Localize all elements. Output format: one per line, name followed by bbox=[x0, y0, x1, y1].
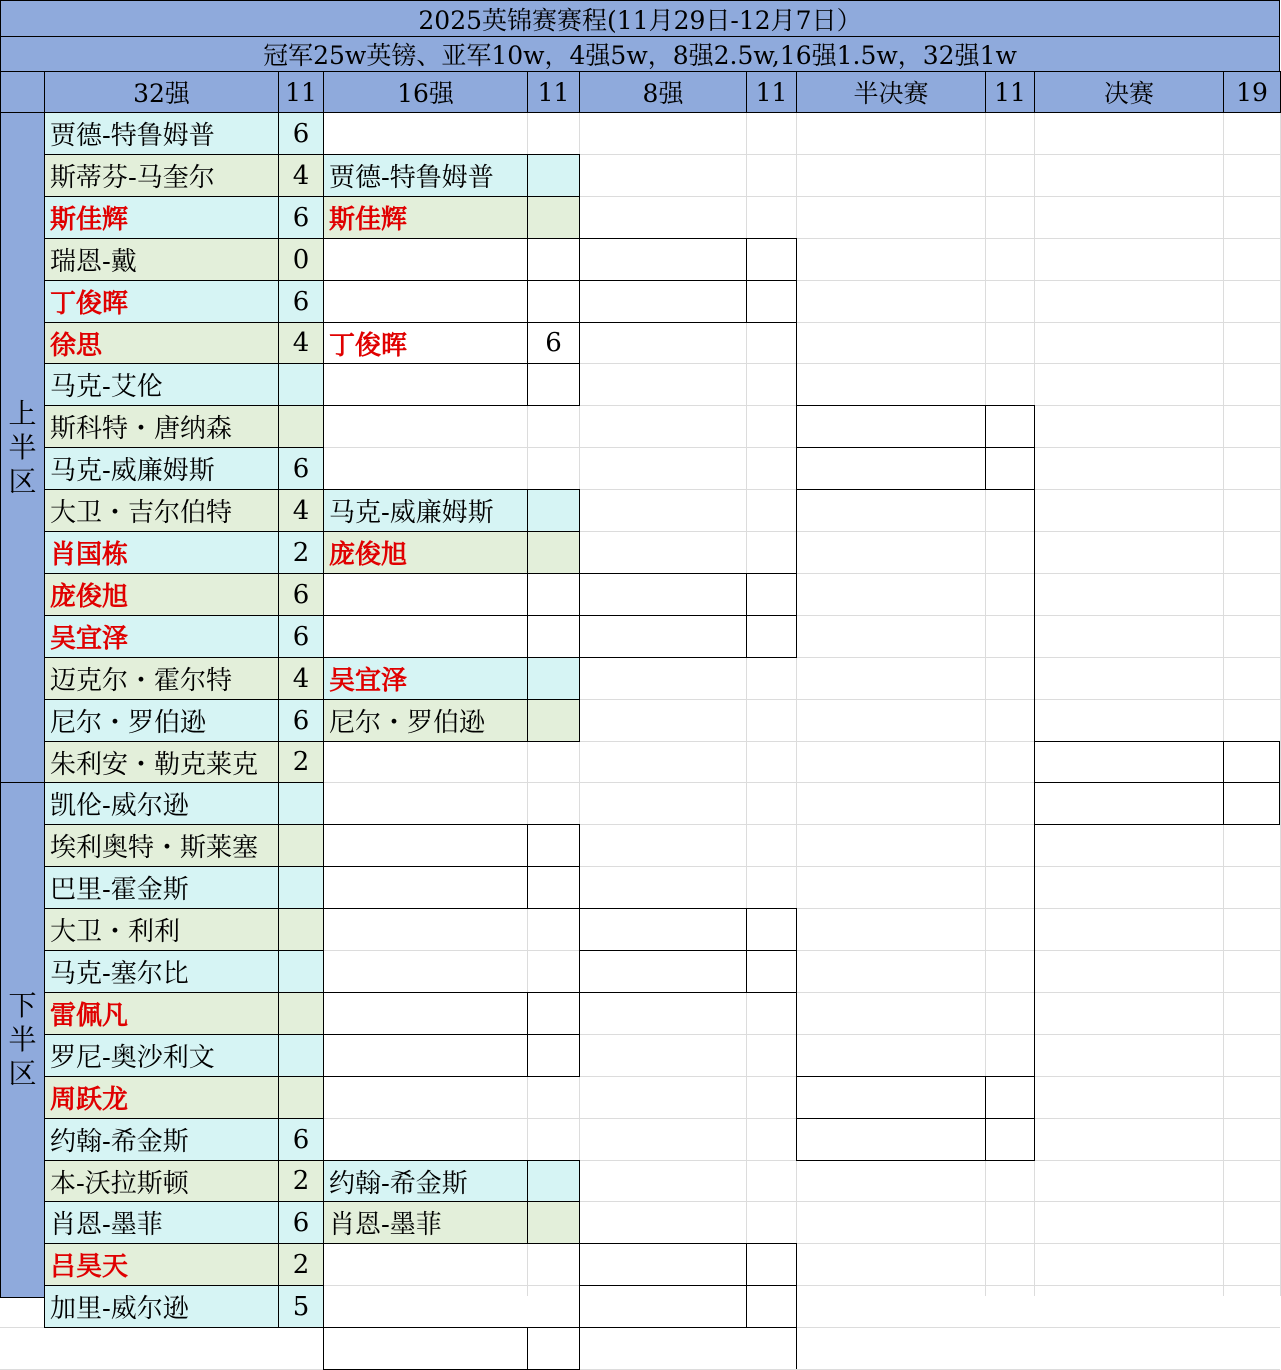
bracket-connector bbox=[1034, 405, 1035, 741]
r16-player-name bbox=[323, 866, 528, 909]
final-slot-score bbox=[1223, 741, 1280, 783]
r32-player-score bbox=[278, 405, 324, 448]
qf-slot-name bbox=[579, 615, 747, 658]
r16-player-score bbox=[527, 992, 580, 1035]
r16-player-score bbox=[527, 657, 580, 700]
column-header-round: 决赛 bbox=[1034, 71, 1224, 113]
r32-player-score bbox=[278, 782, 324, 825]
r16-player-score bbox=[527, 531, 580, 574]
half-label-char: 区 bbox=[8, 1057, 37, 1090]
bracket-connector bbox=[796, 489, 797, 573]
r16-player-score: 6 bbox=[527, 322, 580, 364]
r32-player-name: 本-沃拉斯顿 bbox=[44, 1160, 279, 1202]
qf-slot-name bbox=[579, 908, 747, 951]
r16-player-name: 约翰-希金斯 bbox=[323, 1160, 528, 1202]
r32-player-name: 大卫・利利 bbox=[44, 908, 279, 951]
half-label-char: 半 bbox=[8, 1023, 37, 1056]
r32-player-name: 迈克尔・霍尔特 bbox=[44, 657, 279, 700]
page-title: 2025英锦赛赛程(11月29日-12月7日） bbox=[0, 0, 1280, 37]
qf-slot-score bbox=[746, 1243, 797, 1286]
prize-info: 冠军25w英镑、亚军10w，4强5w，8强2.5w,16强1.5w，32强1w bbox=[0, 36, 1280, 72]
r32-player-name: 雷佩凡 bbox=[44, 992, 279, 1035]
r16-player-name: 丁俊晖 bbox=[323, 322, 528, 364]
qf-slot-name bbox=[579, 1243, 747, 1286]
r32-player-name: 罗尼-奥沙利文 bbox=[44, 1034, 279, 1077]
r32-player-name: 肖国栋 bbox=[44, 531, 279, 574]
top-half-label bbox=[0, 112, 45, 783]
r32-player-score: 4 bbox=[278, 322, 324, 364]
r32-player-score bbox=[278, 824, 324, 867]
r32-player-name: 埃利奥特・斯莱塞 bbox=[44, 824, 279, 867]
qf-slot-name bbox=[579, 573, 747, 616]
r32-player-name: 吕昊天 bbox=[44, 1243, 279, 1286]
qf-slot-name bbox=[579, 238, 747, 281]
r32-player-score: 2 bbox=[278, 1160, 324, 1202]
r16-player-name bbox=[323, 238, 528, 281]
r32-player-score bbox=[278, 1076, 324, 1119]
r16-player-name bbox=[323, 615, 528, 658]
r32-player-score bbox=[278, 1034, 324, 1077]
half-label-char: 下 bbox=[8, 989, 37, 1022]
r32-player-score bbox=[278, 363, 324, 406]
r16-player-score bbox=[527, 824, 580, 867]
gridline bbox=[1223, 112, 1224, 1296]
half-label-char: 半 bbox=[8, 430, 37, 464]
r16-player-name: 肖恩-墨菲 bbox=[323, 1201, 528, 1244]
r32-player-score: 4 bbox=[278, 489, 324, 532]
final-slot-name bbox=[1034, 782, 1224, 825]
r32-player-name: 马克-威廉姆斯 bbox=[44, 447, 279, 490]
r32-player-score: 6 bbox=[278, 1118, 324, 1161]
column-header-round: 32强 bbox=[44, 71, 279, 113]
qf-slot-name bbox=[579, 950, 747, 993]
sf-slot-name bbox=[796, 447, 986, 490]
bracket-connector bbox=[579, 1160, 580, 1243]
r32-player-score: 6 bbox=[278, 196, 324, 239]
bracket-connector bbox=[579, 992, 580, 1076]
bracket-connector bbox=[579, 489, 580, 573]
r32-player-name: 加里-威尔逊 bbox=[44, 1285, 279, 1328]
r32-player-score: 2 bbox=[278, 741, 324, 783]
bracket-connector bbox=[579, 657, 580, 741]
r32-player-score bbox=[278, 908, 324, 951]
r16-player-score bbox=[527, 280, 580, 323]
qf-slot-score bbox=[746, 908, 797, 951]
sf-slot-score bbox=[985, 1118, 1035, 1161]
r32-player-name: 大卫・吉尔伯特 bbox=[44, 489, 279, 532]
column-header-round: 8强 bbox=[579, 71, 747, 113]
r16-player-score bbox=[527, 615, 580, 658]
bottom-half-label bbox=[0, 782, 45, 1298]
r16-player-score bbox=[527, 1201, 580, 1244]
qf-slot-score bbox=[746, 280, 797, 323]
header-corner bbox=[0, 71, 45, 113]
r32-player-name: 贾德-特鲁姆普 bbox=[44, 112, 279, 155]
r16-player-name bbox=[323, 1034, 528, 1077]
column-header-frames: 11 bbox=[278, 71, 324, 113]
r32-player-score bbox=[278, 866, 324, 909]
column-header-round: 16强 bbox=[323, 71, 528, 113]
r32-player-score: 4 bbox=[278, 657, 324, 700]
r16-player-name bbox=[323, 363, 528, 406]
bracket-connector bbox=[796, 1327, 797, 1369]
qf-slot-score bbox=[746, 1285, 797, 1328]
r32-player-score: 6 bbox=[278, 699, 324, 742]
r32-player-name: 马克-塞尔比 bbox=[44, 950, 279, 993]
r16-player-name bbox=[323, 573, 528, 616]
r32-player-name: 周跃龙 bbox=[44, 1076, 279, 1119]
r32-player-name: 徐思 bbox=[44, 322, 279, 364]
sf-slot-name bbox=[796, 1118, 986, 1161]
r16-player-name: 马克-威廉姆斯 bbox=[323, 489, 528, 532]
r16-player-name: 庞俊旭 bbox=[323, 531, 528, 574]
r32-player-name: 斯佳辉 bbox=[44, 196, 279, 239]
qf-slot-name bbox=[579, 280, 747, 323]
r16-player-score bbox=[527, 238, 580, 281]
sf-slot-name bbox=[796, 405, 986, 448]
r32-player-name: 约翰-希金斯 bbox=[44, 1118, 279, 1161]
bracket-connector bbox=[579, 824, 580, 908]
r16-player-score bbox=[527, 489, 580, 532]
column-header-frames: 19 bbox=[1223, 71, 1281, 113]
final-slot-score bbox=[1223, 782, 1280, 825]
column-header-round: 半决赛 bbox=[796, 71, 986, 113]
qf-slot-score bbox=[746, 950, 797, 993]
r32-player-score: 0 bbox=[278, 238, 324, 281]
r32-player-score: 6 bbox=[278, 1201, 324, 1244]
r16-player-name bbox=[323, 1327, 528, 1370]
r32-player-name: 斯蒂芬-马奎尔 bbox=[44, 154, 279, 197]
r16-player-score bbox=[527, 363, 580, 406]
bracket-connector bbox=[796, 238, 797, 405]
r32-player-name: 庞俊旭 bbox=[44, 573, 279, 616]
r32-player-name: 吴宜泽 bbox=[44, 615, 279, 658]
final-slot-name bbox=[1034, 741, 1224, 783]
r32-player-score: 6 bbox=[278, 615, 324, 658]
r16-player-name: 尼尔・罗伯逊 bbox=[323, 699, 528, 742]
r16-player-score bbox=[527, 154, 580, 197]
r16-player-score bbox=[527, 1034, 580, 1077]
r16-player-score bbox=[527, 196, 580, 239]
r16-player-score bbox=[527, 699, 580, 742]
qf-slot-score bbox=[746, 238, 797, 281]
r16-player-name bbox=[323, 992, 528, 1035]
sf-slot-score bbox=[985, 447, 1035, 490]
r16-player-score bbox=[527, 1160, 580, 1202]
qf-slot-score bbox=[746, 615, 797, 658]
half-label-char: 区 bbox=[8, 464, 37, 498]
r32-player-score: 6 bbox=[278, 280, 324, 323]
r32-player-score: 2 bbox=[278, 531, 324, 574]
r16-player-name: 吴宜泽 bbox=[323, 657, 528, 700]
r16-player-name: 贾德-特鲁姆普 bbox=[323, 154, 528, 197]
column-header-frames: 11 bbox=[527, 71, 580, 113]
r32-player-name: 尼尔・罗伯逊 bbox=[44, 699, 279, 742]
qf-slot-score bbox=[746, 573, 797, 616]
r32-player-score: 5 bbox=[278, 1285, 324, 1328]
qf-slot-name bbox=[579, 1285, 747, 1328]
r32-player-name: 丁俊晖 bbox=[44, 280, 279, 323]
r16-player-score bbox=[527, 573, 580, 616]
sf-slot-name bbox=[796, 1076, 986, 1119]
r32-player-score bbox=[278, 950, 324, 993]
r32-player-score: 6 bbox=[278, 573, 324, 616]
r32-player-name: 斯科特・唐纳森 bbox=[44, 405, 279, 448]
r32-player-score: 6 bbox=[278, 112, 324, 155]
bracket-connector bbox=[579, 154, 580, 238]
r32-player-name: 朱利安・勒克莱克 bbox=[44, 741, 279, 783]
r32-player-name: 凯伦-威尔逊 bbox=[44, 782, 279, 825]
r32-player-score: 2 bbox=[278, 1243, 324, 1286]
r32-player-name: 马克-艾伦 bbox=[44, 363, 279, 406]
column-header-frames: 11 bbox=[746, 71, 797, 113]
r16-player-name: 斯佳辉 bbox=[323, 196, 528, 239]
r32-player-score bbox=[278, 992, 324, 1035]
r32-player-name: 瑞恩-戴 bbox=[44, 238, 279, 281]
r32-player-name: 巴里-霍金斯 bbox=[44, 866, 279, 909]
r16-player-name bbox=[323, 824, 528, 867]
half-label-char: 上 bbox=[8, 396, 37, 430]
r16-player-name bbox=[323, 280, 528, 323]
r32-player-score: 4 bbox=[278, 154, 324, 197]
bracket-connector bbox=[796, 992, 797, 1160]
column-header-frames: 11 bbox=[985, 71, 1035, 113]
r32-player-score: 6 bbox=[278, 447, 324, 490]
r32-player-name: 肖恩-墨菲 bbox=[44, 1201, 279, 1244]
bracket-connector bbox=[1034, 824, 1035, 1076]
r16-player-score bbox=[527, 1327, 580, 1370]
bracket-connector bbox=[579, 322, 580, 405]
sf-slot-score bbox=[985, 1076, 1035, 1119]
sf-slot-score bbox=[985, 405, 1035, 448]
r16-player-score bbox=[527, 866, 580, 909]
